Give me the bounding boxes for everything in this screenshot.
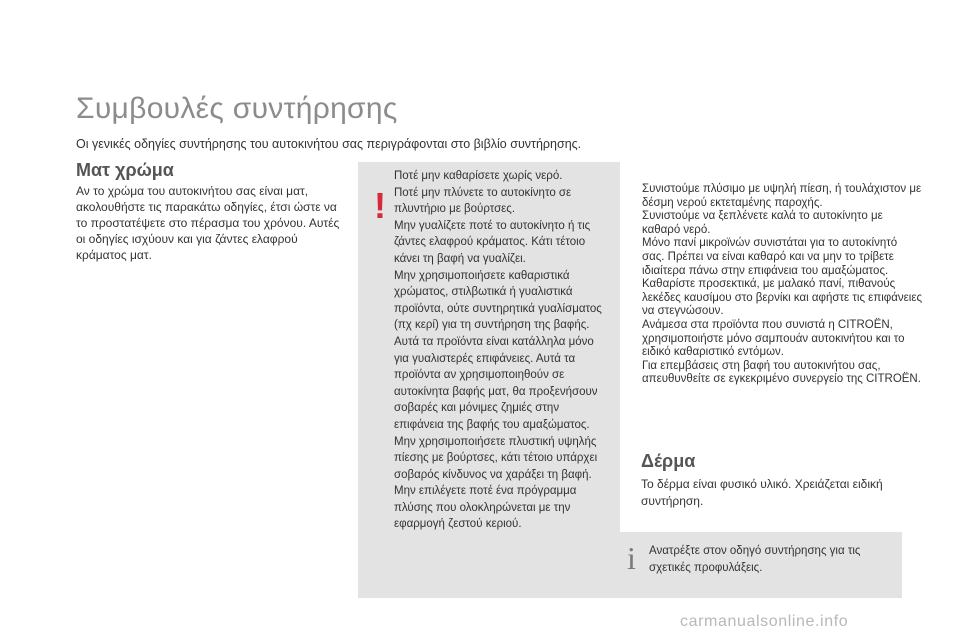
info-text: Ανατρέξτε στον οδηγό συντήρησης για τις σχετικές προφυλάξεις. xyxy=(649,545,861,574)
warning-line: Μην χρησιμοποιήσετε πλυστική υψηλής πίεσης με βούρτσες, κάτι τέτοιο υπάρχει σοβαρός κίνδυνος να χαράξει τη βαφή. xyxy=(394,435,598,481)
warning-text xyxy=(394,168,610,533)
section-heading-matt: Ματ χρώμα xyxy=(76,160,174,180)
right-line: Ανάμεσα στα προϊόντα που συνιστά η CITROËN, χρησιμοποιήστε μόνο σαμπουάν αυτοκινήτου και το ειδικό καθαριστικό εντόμων. xyxy=(642,318,905,359)
warning-line: Μην γυαλίζετε ποτέ το αυτοκίνητο ή τις ζάντες ελαφρού κράματος. Κάτι τέτοιο κάνει τη βαφή να γυαλίζει. xyxy=(394,219,591,265)
right-line: Καθαρίστε προσεκτικά, με μαλακό πανί, πιθανούς λεκέδες καυσίμου στο βερνίκι και αφήστε τις επιφάνειες να στεγνώσουν. xyxy=(642,278,923,318)
right-line: Συνιστούμε πλύσιμο με υψηλή πίεση, ή τουλάχιστον με δέσμη νερού εκτεταμένης παροχής. xyxy=(642,183,922,209)
page-title: Συμβουλές συντήρησης xyxy=(76,92,398,125)
matt-paragraph: Αν το χρώμα του αυτοκινήτου σας είναι ματ, ακολουθήστε τις παρακάτω οδηγίες, έτσι ώστε να το προστατέψετε στο πέρασμα του χρόνου. Αυτές οι οδηγίες ισχύουν και για ζάντες ελαφρού κράματος ματ. xyxy=(76,184,340,262)
leather-paragraph: Το δέρμα είναι φυσικό υλικό. Χρειάζεται ειδική συντήρηση. xyxy=(641,477,883,508)
warning-line: Μην επιλέγετε ποτέ ένα πρόγραμμα πλύσης που ολοκληρώνεται με την εφαρμογή ζεστού κεριού. xyxy=(394,485,577,531)
watermark: carmanualsonline.info xyxy=(680,613,849,630)
right-line: Μόνο πανί μικροϊνών συνιστάται για το αυτοκίνητό σας. Πρέπει να είναι καθαρό και να μην το τρίβετε ιδιαίτερα πάνω στην επιφάνεια του αμαξώματος. xyxy=(642,237,898,277)
warning-exclamation-icon: ! xyxy=(374,185,386,226)
right-line: Για επεμβάσεις στη βαφή του αυτοκινήτου σας, απευθυνθείτε σε εγκεκριμένο συνεργείο της CITROËN. xyxy=(642,359,921,386)
right-line: Συνιστούμε να ξεπλένετε καλά το αυτοκίνητο με καθαρό νερό. xyxy=(642,210,883,236)
right-column xyxy=(642,183,922,387)
intro-text: Οι γενικές οδηγίες συντήρησης του αυτοκινήτου σας περιγράφονται στο βιβλίο συντήρησης. xyxy=(76,137,582,151)
section-heading-leather: Δέρμα xyxy=(641,451,696,471)
warning-line: Μην χρησιμοποιήσετε καθαριστικά χρώματος, στιλβωτικά ή γυαλιστικά προϊόντα, ούτε συντηρητικά γυαλίσματος (πχ κερί) για τη συντήρηση της βαφής. Αυτά τα προϊόντα είναι κατάλληλα μόνο για γυαλιστερές επιφάνειες. Αυτά τα προϊόντα αν χρησιμοποιηθούν σε αυτοκίνητα βαφής ματ, θα προξενήσουν σοβαρές και μόνιμες ζημιές στην επιφάνεια της βαφής του αμαξώματος. xyxy=(394,269,602,431)
warning-line: Ποτέ μην πλύνετε το αυτοκίνητο σε πλυντήριο με βούρτσες. xyxy=(394,186,572,216)
info-icon: i xyxy=(627,540,636,576)
warning-line: Ποτέ μην καθαρίσετε χωρίς νερό. xyxy=(394,170,563,182)
